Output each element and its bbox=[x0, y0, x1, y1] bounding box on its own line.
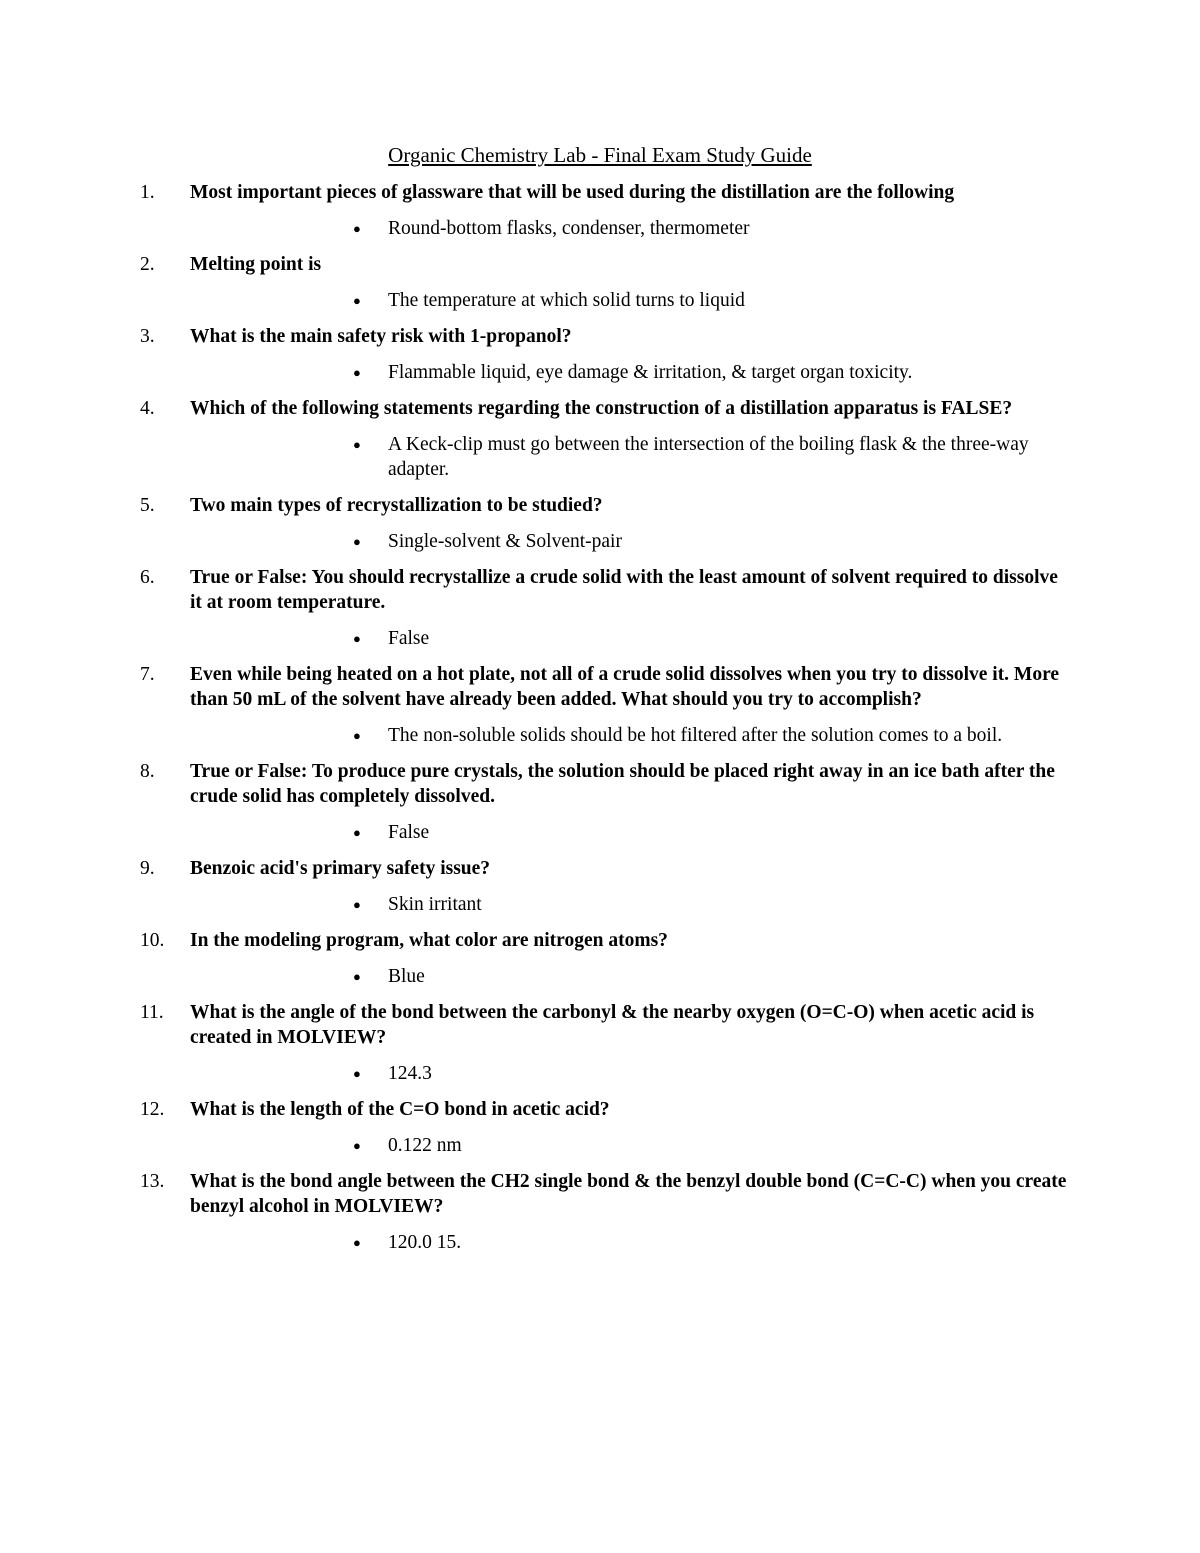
question-number: 7. bbox=[140, 664, 155, 685]
question-text: What is the angle of the bond between the carbonyl & the nearby oxygen (O=C-O) when acetic acid is created in MOLVIEW? bbox=[190, 1002, 1035, 1048]
answer-text: Blue bbox=[388, 966, 425, 987]
question-item bbox=[0, 252, 1200, 313]
answer-item bbox=[0, 1230, 1200, 1255]
question-item bbox=[0, 324, 1200, 385]
question-number: 1. bbox=[140, 182, 155, 203]
bullet-icon: ● bbox=[353, 969, 361, 984]
question-item bbox=[0, 662, 1200, 748]
question-text: True or False: To produce pure crystals, the solution should be placed right away in an ice bath after the crude solid has completely dissolved. bbox=[190, 761, 1055, 807]
question-number: 9. bbox=[140, 858, 155, 879]
answer-item bbox=[0, 964, 1200, 989]
question-number: 5. bbox=[140, 495, 155, 516]
question-number: 10. bbox=[140, 930, 165, 951]
answer-item bbox=[0, 820, 1200, 845]
question-item bbox=[0, 565, 1200, 651]
question-list bbox=[0, 180, 1200, 1266]
question-item bbox=[0, 1097, 1200, 1158]
question-text: What is the length of the C=O bond in acetic acid? bbox=[190, 1099, 610, 1120]
question-text: Melting point is bbox=[190, 254, 322, 275]
question-text: Even while being heated on a hot plate, not all of a crude solid dissolves when you try to dissolve it. More than 50 mL of the solvent have already been added. What should you try to accomplish? bbox=[190, 664, 1060, 710]
bullet-icon: ● bbox=[353, 221, 361, 236]
answer-item bbox=[0, 892, 1200, 917]
answer-text: 120.0 15. bbox=[388, 1232, 462, 1253]
bullet-icon: ● bbox=[353, 825, 361, 840]
question-text: True or False: You should recrystallize a crude solid with the least amount of solvent required to dissolve it at room temperature. bbox=[190, 567, 1058, 613]
answer-text: A Keck-clip must go between the intersection of the boiling flask & the three-way adapter. bbox=[388, 434, 1029, 480]
answer-item bbox=[0, 626, 1200, 651]
bullet-icon: ● bbox=[353, 534, 361, 549]
answer-text: Skin irritant bbox=[388, 894, 482, 915]
question-item bbox=[0, 493, 1200, 554]
answer-text: 124.3 bbox=[388, 1063, 432, 1084]
bullet-icon: ● bbox=[353, 1066, 361, 1081]
question-number: 3. bbox=[140, 326, 155, 347]
question-text: Which of the following statements regarding the construction of a distillation apparatus is FALSE? bbox=[190, 398, 1013, 419]
question-item bbox=[0, 759, 1200, 845]
answer-item bbox=[0, 529, 1200, 554]
question-text: What is the main safety risk with 1-propanol? bbox=[190, 326, 572, 347]
question-item bbox=[0, 180, 1200, 241]
answer-item bbox=[0, 432, 1200, 482]
bullet-icon: ● bbox=[353, 365, 361, 380]
question-number: 8. bbox=[140, 761, 155, 782]
answer-text: The non-soluble solids should be hot filtered after the solution comes to a boil. bbox=[388, 725, 1003, 746]
answer-item bbox=[0, 1133, 1200, 1158]
question-number: 2. bbox=[140, 254, 155, 275]
answer-text: False bbox=[388, 628, 430, 649]
question-text: In the modeling program, what color are nitrogen atoms? bbox=[190, 930, 668, 951]
bullet-icon: ● bbox=[353, 437, 361, 452]
bullet-icon: ● bbox=[353, 1138, 361, 1153]
bullet-icon: ● bbox=[353, 728, 361, 743]
answer-item bbox=[0, 288, 1200, 313]
question-text: Most important pieces of glassware that will be used during the distillation are the following bbox=[190, 182, 955, 203]
answer-item bbox=[0, 360, 1200, 385]
question-item bbox=[0, 1169, 1200, 1255]
bullet-icon: ● bbox=[353, 293, 361, 308]
bullet-icon: ● bbox=[353, 631, 361, 646]
question-number: 6. bbox=[140, 567, 155, 588]
question-number: 4. bbox=[140, 398, 155, 419]
question-number: 11. bbox=[140, 1002, 164, 1023]
question-item bbox=[0, 856, 1200, 917]
question-text: Benzoic acid's primary safety issue? bbox=[190, 858, 491, 879]
answer-item bbox=[0, 723, 1200, 748]
answer-text: Flammable liquid, eye damage & irritation, & target organ toxicity. bbox=[388, 362, 913, 383]
answer-item bbox=[0, 1061, 1200, 1086]
question-text: What is the bond angle between the CH2 single bond & the benzyl double bond (C=C-C) when you create benzyl alcohol in MOLVIEW? bbox=[190, 1171, 1067, 1217]
question-item bbox=[0, 1000, 1200, 1086]
bullet-icon: ● bbox=[353, 1235, 361, 1250]
answer-text: Single-solvent & Solvent-pair bbox=[388, 531, 622, 552]
question-item bbox=[0, 928, 1200, 989]
question-number: 13. bbox=[140, 1171, 165, 1192]
question-item bbox=[0, 396, 1200, 482]
document-title: Organic Chemistry Lab - Final Exam Study Guide bbox=[388, 143, 812, 167]
answer-text: False bbox=[388, 822, 430, 843]
question-text: Two main types of recrystallization to be studied? bbox=[190, 495, 603, 516]
answer-text: Round-bottom flasks, condenser, thermometer bbox=[388, 218, 750, 239]
answer-text: The temperature at which solid turns to liquid bbox=[388, 290, 745, 311]
answer-text: 0.122 nm bbox=[388, 1135, 462, 1156]
question-number: 12. bbox=[140, 1099, 165, 1120]
answer-item bbox=[0, 216, 1200, 241]
bullet-icon: ● bbox=[353, 897, 361, 912]
